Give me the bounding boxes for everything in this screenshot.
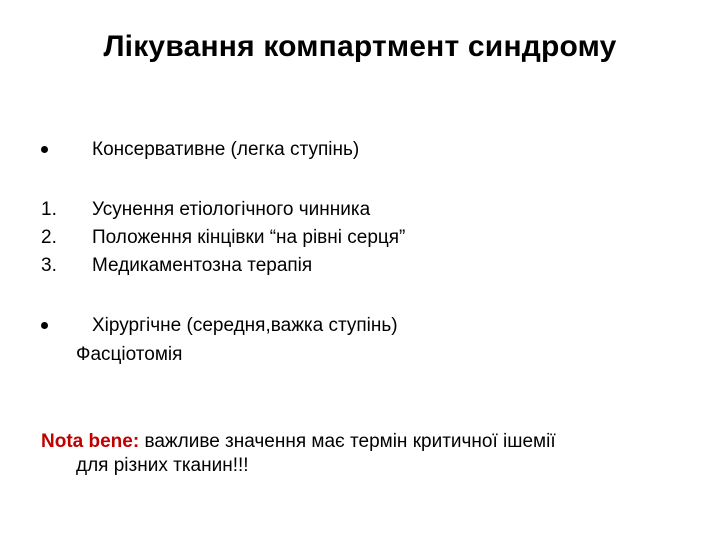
nota-bene-note [41, 431, 681, 453]
bullet-subitem-fasciotomy: Фасціотомія [76, 344, 183, 365]
list-item-medication: Медикаментозна терапія [92, 255, 313, 276]
bullet-icon [41, 146, 48, 153]
bullet-icon [41, 322, 48, 329]
nota-bene-text: важливе значення має термін критичної ішемії [144, 431, 556, 452]
slide-title: Лікування компартмент синдрому [103, 30, 617, 63]
list-item-etiology: Усунення етіологічного чинника [92, 199, 371, 220]
list-number: 2. [41, 227, 57, 248]
bullet-item-surgical: Хірургічне (середня,важка ступінь) [92, 315, 398, 336]
list-number: 3. [41, 255, 57, 276]
nota-bene-text-continued: для різних тканин!!! [76, 455, 249, 476]
list-item-limb-position: Положення кінцівки “на рівні серця” [92, 227, 406, 248]
bullet-item-conservative: Консервативне (легка ступінь) [92, 139, 360, 160]
list-number: 1. [41, 199, 57, 220]
nota-bene-label: Nota bene: [41, 431, 140, 452]
